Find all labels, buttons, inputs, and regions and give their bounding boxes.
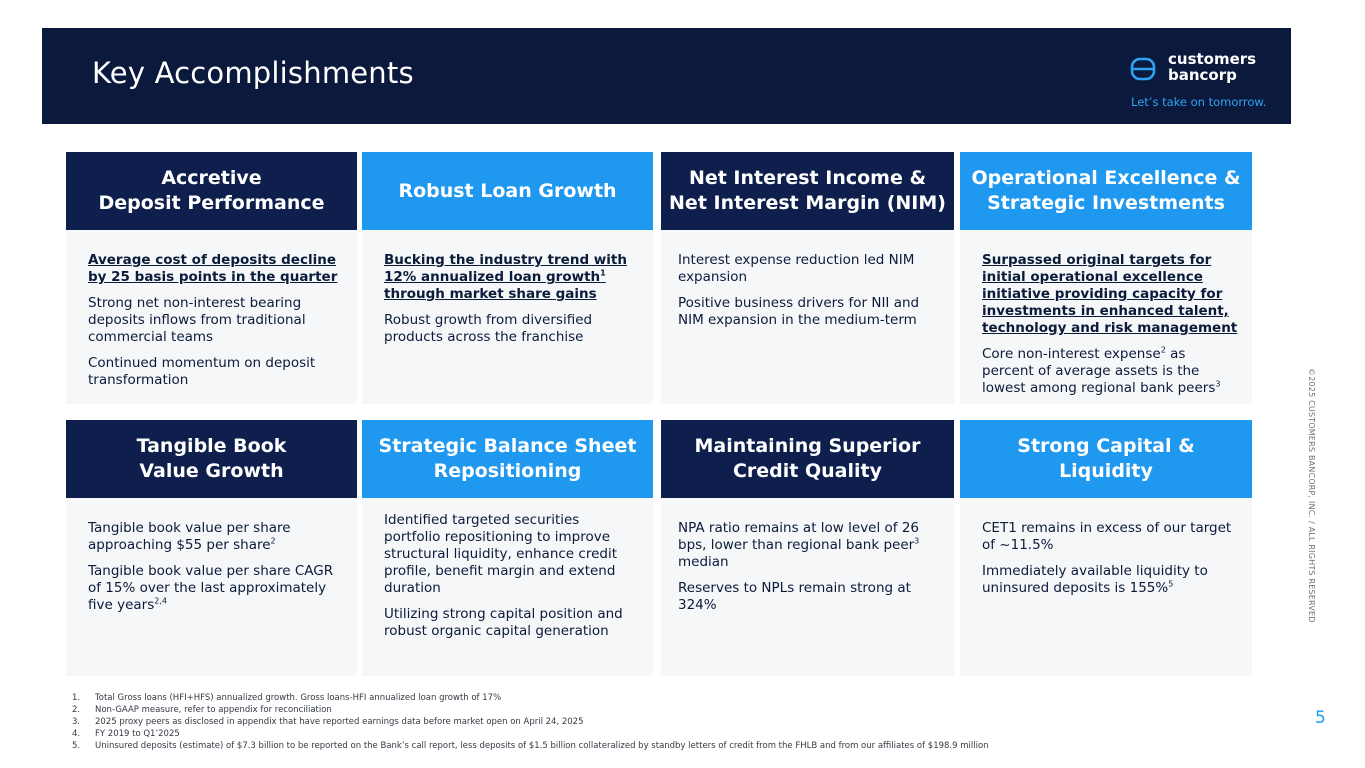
page-title: Key Accomplishments — [92, 56, 414, 90]
footnote-text: Total Gross loans (HFI+HFS) annualized growth. Gross loans-HFI annualized loan growth of 17% — [95, 693, 502, 703]
footnote-ref: 1 — [600, 268, 606, 278]
card-title-text: Strong Capital & Liquidity — [1017, 435, 1195, 482]
footnote-number: 2. — [72, 705, 81, 715]
card-paragraph — [384, 512, 639, 597]
copyright-text: ©2025 CUSTOMERS BANCORP, INC. / ALL RIGHTS RESERVED — [1307, 368, 1316, 623]
paragraph-text: Bucking the industry trend with 12% annualized loan growth — [384, 252, 627, 285]
logo-text-line2: bancorp — [1168, 66, 1237, 84]
tagline: Let’s take on tomorrow. — [1131, 95, 1267, 109]
footnote-ref: 2,4 — [154, 596, 167, 606]
card-3 — [661, 152, 954, 404]
logo-text-line1: customers — [1168, 50, 1257, 68]
card-paragraph — [982, 346, 1238, 397]
paragraph-text: Continued momentum on deposit transformation — [88, 355, 316, 388]
footnote-ref: 5 — [1168, 579, 1174, 589]
card-paragraph — [88, 252, 343, 286]
card-paragraph — [982, 520, 1238, 554]
card-body — [384, 252, 639, 355]
paragraph-text: Immediately available liquidity to uninsured deposits is 155% — [982, 563, 1208, 596]
footnote-item — [72, 716, 1172, 728]
card-title — [960, 420, 1252, 498]
footnote-text: Non-GAAP measure, refer to appendix for reconciliation — [95, 705, 332, 715]
card-paragraph — [982, 252, 1238, 337]
footnote-ref: 3 — [1215, 379, 1221, 389]
card-paragraph — [88, 355, 343, 389]
paragraph-text-tail: median — [678, 554, 729, 570]
footnote-number: 3. — [72, 717, 81, 727]
card-title — [362, 152, 653, 230]
footnote-ref: 3 — [914, 536, 920, 546]
card-title-text: Strategic Balance Sheet Repositioning — [378, 435, 637, 482]
card-title-text: Robust Loan Growth — [398, 179, 617, 202]
card-title-text: Net Interest Income & Net Interest Margin (NIM) — [669, 167, 946, 214]
logo-mark-icon — [1130, 56, 1156, 82]
paragraph-text-tail: as percent of average assets is the lowest among regional bank peers — [982, 346, 1216, 396]
footnote-item — [72, 728, 1172, 740]
card-title — [661, 420, 954, 498]
footnote-number: 5. — [72, 741, 81, 751]
card-paragraph — [678, 252, 940, 286]
card-7 — [661, 420, 954, 676]
paragraph-text: Reserves to NPLs remain strong at 324% — [678, 580, 911, 613]
paragraph-text: CET1 remains in excess of our target of ~11.5% — [982, 520, 1232, 553]
paragraph-text: Interest expense reduction led NIM expansion — [678, 252, 915, 285]
card-paragraph — [384, 606, 639, 640]
paragraph-text: Robust growth from diversified products across the franchise — [384, 312, 593, 345]
card-body — [678, 252, 940, 338]
footnote-text: 2025 proxy peers as disclosed in appendix that have reported earnings data before market open on April 24, 2025 — [95, 717, 584, 727]
paragraph-text: Utilizing strong capital position and robust organic capital generation — [384, 606, 623, 639]
card-title-text: Tangible Book Value Growth — [136, 435, 287, 482]
card-body — [88, 520, 343, 623]
card-title — [661, 152, 954, 230]
footnote-item — [72, 692, 1172, 704]
footnote-text: Uninsured deposits (estimate) of $7.3 billion to be reported on the Bank’s call report, less deposits of $1.5 billion collateralized by standby letters of credit from the FHLB and from our affiliates of $198.9 million — [95, 741, 989, 751]
card-title — [66, 420, 357, 498]
card-8 — [960, 420, 1252, 676]
card-title — [362, 420, 653, 498]
footnote-ref: 2 — [1160, 345, 1166, 355]
card-1 — [66, 152, 357, 404]
paragraph-text: Tangible book value per share approaching $55 per share — [88, 520, 291, 553]
card-title-text: Maintaining Superior Credit Quality — [694, 435, 921, 482]
card-body — [982, 520, 1238, 606]
footnote-item — [72, 740, 1172, 752]
card-paragraph — [88, 563, 343, 614]
copyright-notice — [1307, 368, 1330, 623]
header-banner — [42, 28, 1291, 124]
paragraph-text: Surpassed original targets for initial operational excellence initiative providing capacity for investments in enhanced talent, technology and risk management — [982, 252, 1238, 336]
card-body — [678, 520, 940, 623]
footnotes — [72, 692, 1172, 752]
paragraph-text: Identified targeted securities portfolio repositioning to improve structural liquidity, enhance credit profile, benefit margin and extend duration — [384, 512, 617, 596]
card-paragraph — [88, 295, 343, 346]
paragraph-text: Average cost of deposits decline by 25 basis points in the quarter — [88, 252, 338, 285]
card-paragraph — [678, 295, 940, 329]
paragraph-text: Positive business drivers for NII and NIM expansion in the medium-term — [678, 295, 920, 328]
card-title — [66, 152, 357, 230]
paragraph-text-tail: through market share gains — [384, 286, 597, 302]
footnote-number: 1. — [72, 693, 81, 703]
footnote-number: 4. — [72, 729, 81, 739]
card-body — [88, 252, 343, 398]
card-2 — [362, 152, 653, 404]
paragraph-text: NPA ratio remains at low level of 26 bps, lower than regional bank peer — [678, 520, 920, 553]
card-4 — [960, 152, 1252, 404]
paragraph-text: Core non-interest expense — [982, 346, 1161, 362]
card-5 — [66, 420, 357, 676]
card-paragraph — [982, 563, 1238, 597]
card-title-text: Operational Excellence & Strategic Investments — [971, 167, 1241, 214]
card-title-text: Accretive Deposit Performance — [98, 167, 325, 214]
card-title — [960, 152, 1252, 230]
footnote-text: FY 2019 to Q1’2025 — [95, 729, 180, 739]
card-paragraph — [678, 520, 940, 571]
card-6 — [362, 420, 653, 676]
paragraph-text: Tangible book value per share CAGR of 15% over the last approximately five years — [88, 563, 334, 613]
card-paragraph — [384, 252, 639, 303]
card-body — [384, 512, 639, 649]
card-body — [982, 252, 1238, 406]
card-paragraph — [678, 580, 940, 614]
footnote-item — [72, 704, 1172, 716]
footnote-ref: 2 — [270, 536, 276, 546]
paragraph-text: Strong net non-interest bearing deposits inflows from traditional commercial teams — [88, 295, 306, 345]
card-paragraph — [384, 312, 639, 346]
page-number: 5 — [1315, 708, 1326, 728]
card-paragraph — [88, 520, 343, 554]
